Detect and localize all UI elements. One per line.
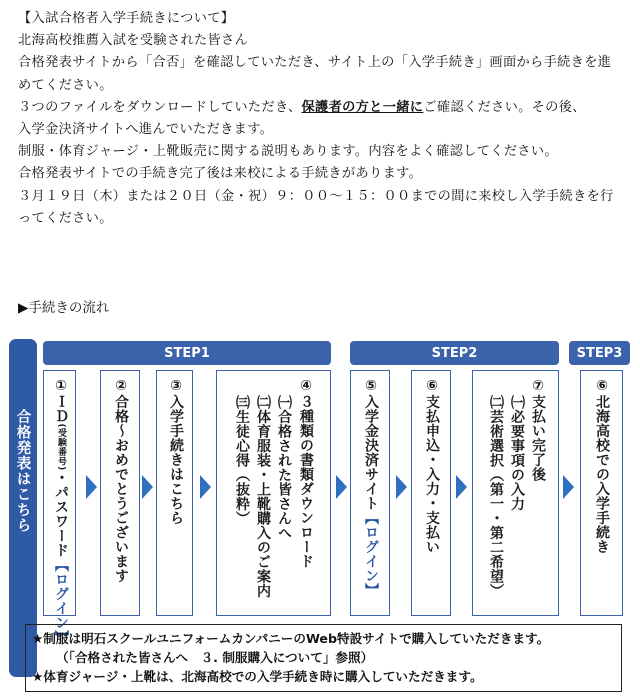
intro-line-4: 入学金決済サイトへ進んでいただきます。 (18, 122, 274, 138)
flow-arrow-1 (86, 475, 97, 499)
note-line-1: ★制服は明石スクールユニフォームカンパニーのWeb特設サイトで購入していただきます。 (32, 631, 550, 646)
flow-heading: ▶手続きの流れ (18, 300, 110, 316)
flow-arrow-3 (200, 475, 211, 499)
intro-line-5: 制服・体育ジャージ・上靴販売に関する説明もあります。内容をよく確認してください。 (18, 144, 558, 160)
step1-bar: STEP1 (43, 341, 331, 365)
flow-box-after-payment[interactable]: ⑦支払い完了後 ㈠必要事項の入力 ㈡芸術選択（第一・第二希望） (472, 370, 559, 616)
flow-box-school-procedure: ⑥北海高校での入学手続き (580, 370, 623, 616)
note-line-3: ★体育ジャージ・上靴は、北海高校での入学手続き時に購入していただきます。 (32, 669, 483, 684)
flow-box-downloads[interactable]: ④３種類の書類ダウンロード ㈠合格された皆さんへ ㈡体育服装・上靴購入のご案内 ㈢生徒心得（抜粋） (216, 370, 331, 616)
intro-text (18, 8, 624, 230)
flow-arrow-5 (396, 475, 407, 499)
flow-box-congrats: ②合格～おめでとうございます (100, 370, 140, 616)
intro-line-7: ３月１９日（木）または２０日（金・祝）９：００～１５：００までの間に来校し入学手続きを行ってください。 (18, 188, 614, 226)
intro-line-6: 合格発表サイトでの手続き完了後は来校による手続きがあります。 (18, 166, 423, 182)
flow-box-login[interactable]: ①ＩＤ(受験番号)・パスワード【ログイン】 (43, 370, 76, 616)
intro-line-3: ３つのファイルをダウンロードしていただき、保護者の方と一緒にご確認ください。その後、 (18, 99, 586, 115)
note-line-2: （「合格された皆さんへ ３. 制服購入について」参照） (56, 650, 374, 665)
payment-login-label: 【ログイン】 (363, 510, 379, 598)
results-site-label: 合格発表はこちら (14, 409, 31, 533)
flow-box-payment[interactable]: ⑥支払申込・入力・支払い (411, 370, 451, 616)
intro-line-2: 合格発表サイトから「合否」を確認していただき、サイト上の「入学手続き」画面から手続きを進めてください。 (18, 55, 612, 93)
purchase-note (25, 624, 622, 692)
intro-heading: 【入試合格者入学手続きについて】 (18, 11, 235, 26)
step2-bar: STEP2 (350, 341, 559, 365)
step3-bar: STEP3 (569, 341, 630, 365)
flow-arrow-2 (142, 475, 153, 499)
flow-arrow-6 (456, 475, 467, 499)
flow-box-payment-site[interactable]: ⑤入学金決済サイト【ログイン】 (350, 370, 390, 616)
login-label: 【ログイン】 (53, 557, 69, 645)
flow-arrow-7 (563, 475, 574, 499)
guardian-emphasis: 保護者の方と一緒に (301, 99, 424, 115)
flow-arrow-4 (336, 475, 347, 499)
intro-line-1: 北海高校推薦入試を受験された皆さん (18, 33, 249, 49)
flow-box-enrollment[interactable]: ③入学手続きはこちら (156, 370, 193, 616)
